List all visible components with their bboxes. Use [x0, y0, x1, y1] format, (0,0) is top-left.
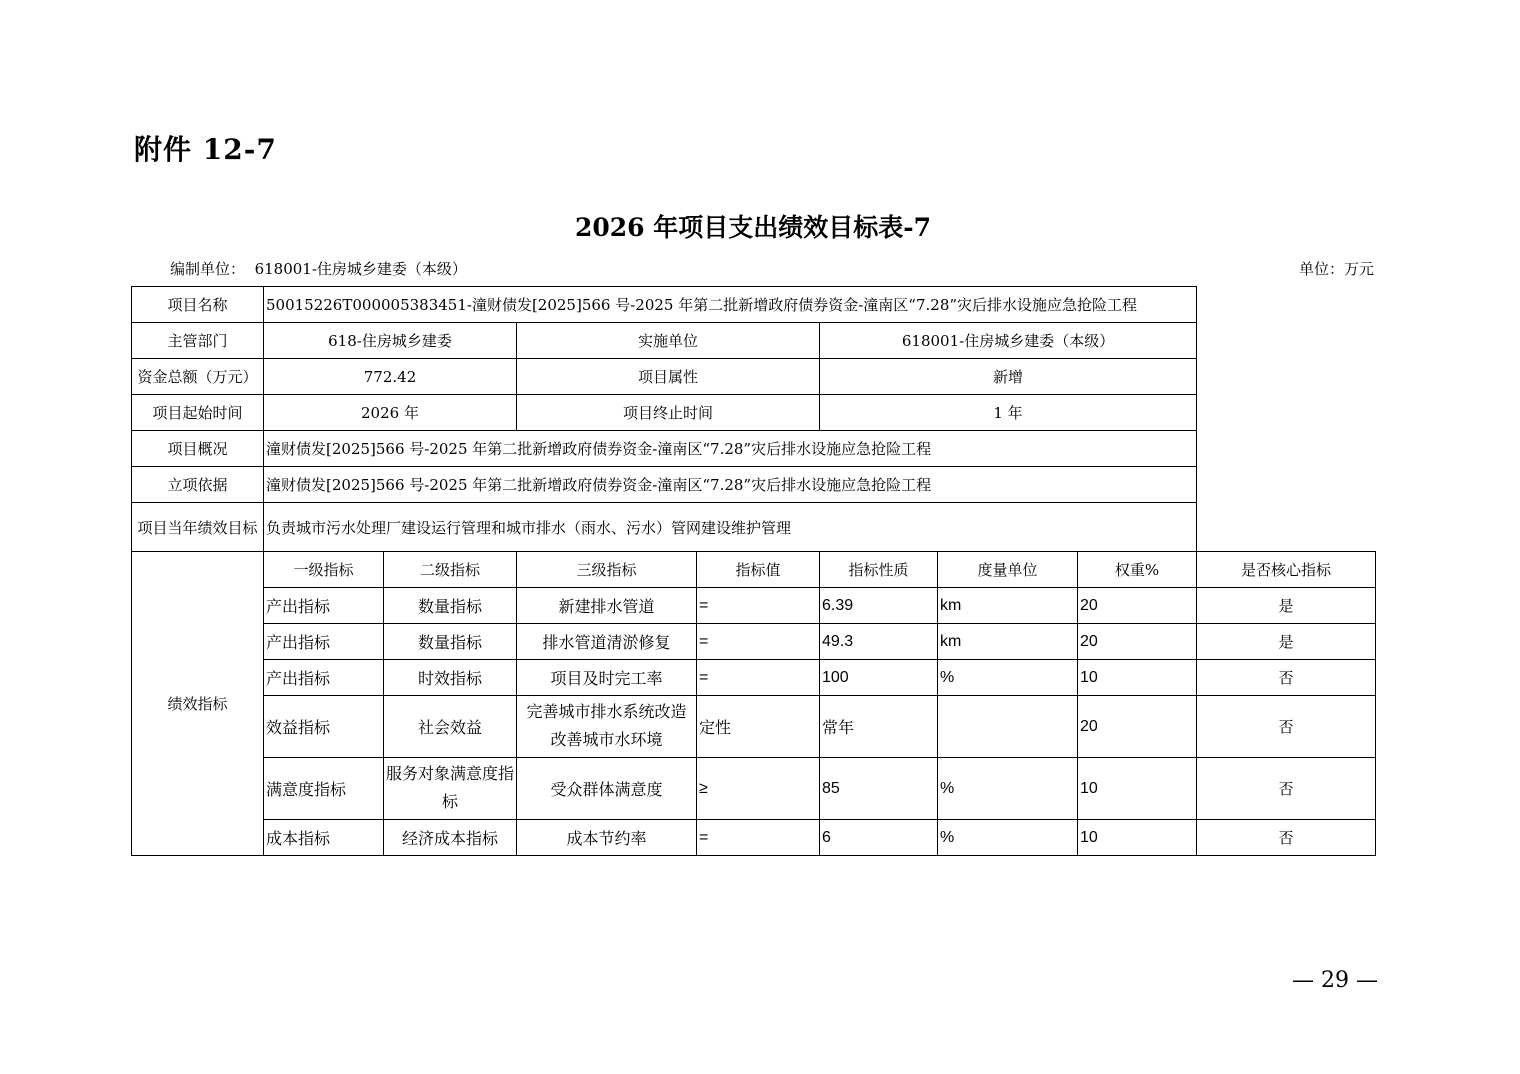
compiling-unit-label: 编制单位： [170, 260, 246, 278]
goal-label: 项目当年绩效目标 [132, 503, 264, 552]
core-cell: 否 [1197, 758, 1376, 820]
indicator-row [132, 660, 1376, 696]
unit-cell: km [938, 588, 1078, 624]
weight-cell: 10 [1078, 660, 1197, 696]
unit-cell: % [938, 758, 1078, 820]
funds-label: 资金总额（万元） [132, 359, 264, 395]
indicator-header-row [132, 552, 1376, 588]
end-value: 1 年 [820, 395, 1197, 431]
project-name-value: 50015226T000005383451-潼财债发[2025]566 号-2025 年第二批新增政府债券资金-潼南区“7.28”灾后排水设施应急抢险工程 [264, 287, 1197, 323]
page-number: — 29 — [1292, 968, 1378, 993]
level2-cell: 时效指标 [384, 660, 517, 696]
level2-cell: 社会效益 [384, 696, 517, 758]
operator-cell: = [697, 660, 820, 696]
row-goal [132, 503, 1376, 552]
value-cell: 100 [820, 660, 938, 696]
col-header: 二级指标 [384, 552, 517, 588]
weight-cell: 20 [1078, 696, 1197, 758]
row-funds [132, 359, 1376, 395]
dept-value: 618-住房城乡建委 [264, 323, 517, 359]
level1-cell: 成本指标 [264, 820, 384, 856]
row-project-name [132, 287, 1376, 323]
operator-cell: 定性 [697, 696, 820, 758]
weight-cell: 20 [1078, 588, 1197, 624]
level3-cell: 新建排水管道 [517, 588, 697, 624]
level2-cell: 服务对象满意度指标 [384, 758, 517, 820]
level1-cell: 满意度指标 [264, 758, 384, 820]
value-cell: 6 [820, 820, 938, 856]
level1-cell: 产出指标 [264, 588, 384, 624]
funds-value: 772.42 [264, 359, 517, 395]
core-cell: 是 [1197, 588, 1376, 624]
indicators-section-label: 绩效指标 [132, 552, 264, 856]
attr-label: 项目属性 [517, 359, 820, 395]
core-cell: 否 [1197, 820, 1376, 856]
value-cell: 常年 [820, 696, 938, 758]
level1-cell: 效益指标 [264, 696, 384, 758]
basis-label: 立项依据 [132, 467, 264, 503]
col-header: 一级指标 [264, 552, 384, 588]
attachment-number: 附件 12-7 [134, 133, 277, 166]
level3-cell: 完善城市排水系统改造改善城市水环境 [517, 696, 697, 758]
operator-cell: ≥ [697, 758, 820, 820]
level1-cell: 产出指标 [264, 660, 384, 696]
col-header: 是否核心指标 [1197, 552, 1376, 588]
weight-cell: 10 [1078, 758, 1197, 820]
attr-value: 新增 [820, 359, 1197, 395]
row-basis [132, 467, 1376, 503]
project-name-label: 项目名称 [132, 287, 264, 323]
level2-cell: 数量指标 [384, 624, 517, 660]
value-cell: 6.39 [820, 588, 938, 624]
level2-cell: 经济成本指标 [384, 820, 517, 856]
col-header: 三级指标 [517, 552, 697, 588]
unit-cell: % [938, 820, 1078, 856]
unit-cell: km [938, 624, 1078, 660]
goal-value: 负责城市污水处理厂建设运行管理和城市排水（雨水、污水）管网建设维护管理 [264, 503, 1197, 552]
indicator-row [132, 588, 1376, 624]
core-cell: 否 [1197, 696, 1376, 758]
unit-cell [938, 696, 1078, 758]
dept-label: 主管部门 [132, 323, 264, 359]
start-value: 2026 年 [264, 395, 517, 431]
indicator-row [132, 820, 1376, 856]
level3-cell: 成本节约率 [517, 820, 697, 856]
compiling-unit [170, 258, 467, 279]
end-label: 项目终止时间 [517, 395, 820, 431]
level1-cell: 产出指标 [264, 624, 384, 660]
compiling-unit-value: 618001-住房城乡建委（本级） [254, 260, 467, 278]
indicator-row [132, 696, 1376, 758]
value-cell: 49.3 [820, 624, 938, 660]
col-header: 指标值 [697, 552, 820, 588]
col-header: 指标性质 [820, 552, 938, 588]
core-cell: 否 [1197, 660, 1376, 696]
value-cell: 85 [820, 758, 938, 820]
level3-cell: 受众群体满意度 [517, 758, 697, 820]
col-header: 权重% [1078, 552, 1197, 588]
impl-value: 618001-住房城乡建委（本级） [820, 323, 1197, 359]
col-header: 度量单位 [938, 552, 1078, 588]
row-department [132, 323, 1376, 359]
operator-cell: = [697, 588, 820, 624]
level3-cell: 项目及时完工率 [517, 660, 697, 696]
start-label: 项目起始时间 [132, 395, 264, 431]
row-period [132, 395, 1376, 431]
operator-cell: = [697, 820, 820, 856]
basis-value: 潼财债发[2025]566 号-2025 年第二批新增政府债券资金-潼南区“7.28”灾后排水设施应急抢险工程 [264, 467, 1197, 503]
row-overview [132, 431, 1376, 467]
performance-target-table [131, 286, 1376, 856]
indicator-row [132, 758, 1376, 820]
weight-cell: 20 [1078, 624, 1197, 660]
level3-cell: 排水管道清淤修复 [517, 624, 697, 660]
indicator-row [132, 624, 1376, 660]
overview-value: 潼财债发[2025]566 号-2025 年第二批新增政府债券资金-潼南区“7.28”灾后排水设施应急抢险工程 [264, 431, 1197, 467]
core-cell: 是 [1197, 624, 1376, 660]
unit-cell: % [938, 660, 1078, 696]
weight-cell: 10 [1078, 820, 1197, 856]
operator-cell: = [697, 624, 820, 660]
overview-label: 项目概况 [132, 431, 264, 467]
impl-label: 实施单位 [517, 323, 820, 359]
currency-unit: 单位：万元 [1298, 260, 1374, 278]
page-title: 2026 年项目支出绩效目标表-7 [574, 213, 932, 242]
level2-cell: 数量指标 [384, 588, 517, 624]
